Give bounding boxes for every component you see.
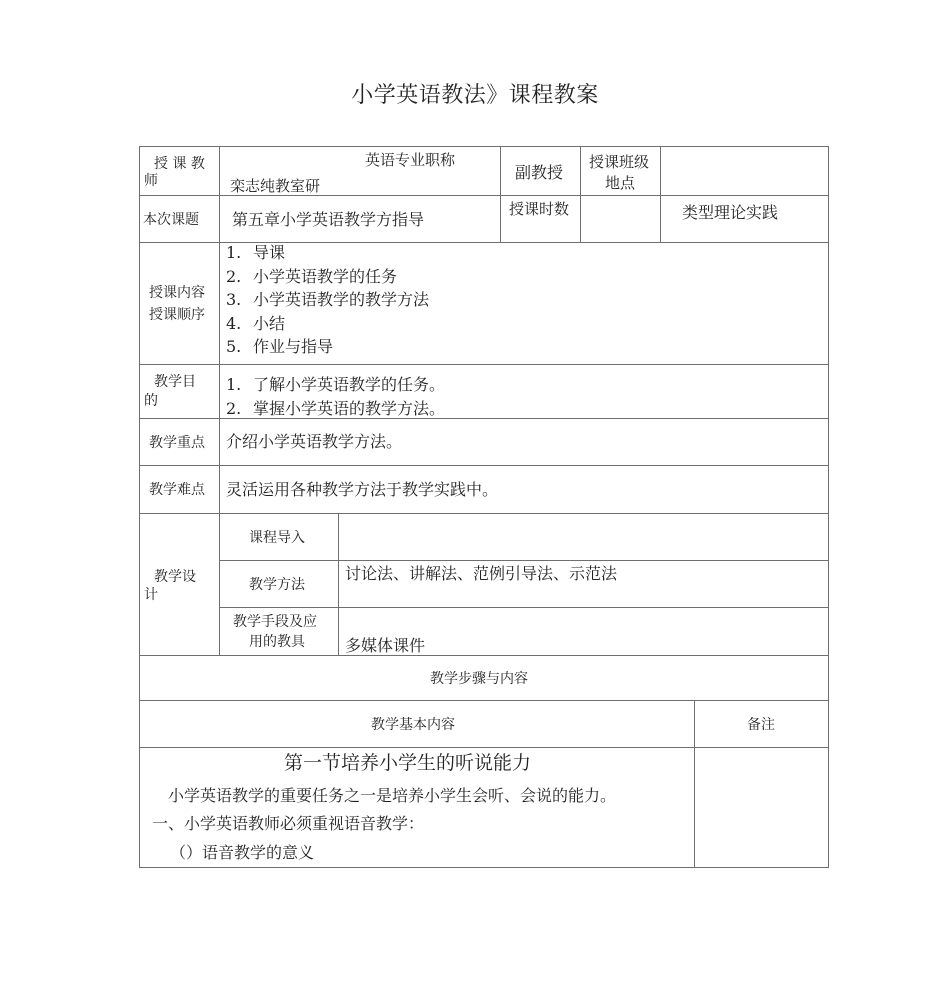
content-item [226, 241, 429, 265]
content-item-number: 1. [226, 243, 242, 262]
content-item [226, 288, 429, 312]
difficulty-cell [219, 465, 829, 514]
class-label-cell [580, 146, 661, 196]
rank-cell [500, 146, 581, 196]
goals-label-cell [139, 364, 220, 419]
content-item-number: 2. [226, 266, 242, 286]
document-title: 小学英语教法》课程教案 [351, 83, 599, 108]
hours-value-cell [580, 195, 661, 243]
basic-header-cell [139, 700, 695, 748]
intro-value-cell [338, 513, 829, 561]
goal-item-number: 2. [226, 398, 242, 418]
means-label: 教学手段及应 [233, 614, 317, 630]
content-label-cell [139, 242, 220, 365]
location-label: 地点 [605, 174, 636, 192]
lesson-label-cell [139, 195, 220, 243]
teacher-label-cell [139, 146, 220, 196]
body-point: 一、小学英语教师必须重视语音教学： [152, 814, 425, 833]
difficulty-label-cell [139, 465, 220, 514]
class-label: 授课班级 [589, 153, 650, 171]
intro-label: 课程导入 [249, 530, 305, 546]
design-label: 教学设 [154, 569, 196, 585]
intro-label-cell [219, 513, 339, 561]
key-point-label-cell [139, 418, 220, 466]
content-item-text: 小学英语教学的任务 [253, 266, 398, 286]
notes-cell [694, 747, 829, 868]
content-list [226, 241, 429, 359]
goals-list [226, 373, 445, 420]
rank-value: 副教授 [515, 163, 564, 182]
section-title: 第一节培养小学生的听说能力 [284, 752, 532, 774]
notes-header: 备注 [747, 717, 775, 733]
teacher-label: 授 课 教 [154, 156, 205, 172]
means-label-cell [219, 607, 339, 656]
means-value-cell [338, 607, 829, 656]
key-point-label: 教学重点 [149, 435, 205, 451]
content-item-text: 作业与指导 [253, 337, 334, 356]
content-item [226, 335, 429, 359]
body-paragraph: 小学英语教学的重要任务之一是培养小学生会听、会说的能力。 [168, 786, 617, 805]
goal-item-number: 1. [226, 375, 242, 394]
design-label-cont: 计 [144, 587, 158, 603]
content-item [226, 312, 429, 336]
content-item-number: 5. [226, 337, 242, 356]
lesson-topic-cell [219, 195, 501, 243]
goal-item [226, 373, 445, 397]
key-point-text: 介绍小学英语教学方法。 [226, 432, 403, 451]
teacher-info-cell [219, 146, 501, 196]
notes-header-cell [694, 700, 829, 748]
content-list-cell [219, 242, 829, 365]
content-item-text: 小学英语教学的教学方法 [253, 290, 430, 309]
content-item-text: 小结 [253, 313, 286, 333]
means-label-cont: 用的教具 [249, 634, 305, 650]
goal-item-text: 了解小学英语教学的任务。 [253, 375, 446, 394]
method-label: 教学方法 [249, 577, 305, 593]
teacher-label-cont: 师 [144, 173, 158, 189]
goals-label: 教学目 [154, 374, 196, 390]
content-item-number: 3. [226, 290, 242, 309]
goals-list-cell [219, 364, 829, 419]
method-value-cell [338, 560, 829, 608]
content-item-text: 导课 [253, 243, 286, 262]
hours-label-cell [500, 195, 581, 243]
lesson-type: 类型理论实践 [682, 203, 779, 222]
key-point-cell [219, 418, 829, 466]
difficulty-text: 灵活运用各种教学方法于教学实践中。 [226, 480, 499, 499]
means-text: 多媒体课件 [345, 636, 426, 655]
content-item [226, 265, 429, 289]
content-label: 授课内容 [149, 285, 205, 301]
steps-header-cell [139, 655, 829, 701]
title-label: 英语专业职称 [365, 151, 456, 169]
lesson-label: 本次课题 [143, 212, 199, 228]
body-cell [139, 747, 695, 868]
lesson-plan-table [139, 146, 829, 868]
design-label-cell [139, 513, 220, 656]
steps-header: 教学步骤与内容 [430, 671, 528, 687]
type-cell [660, 195, 829, 243]
class-value-cell [660, 146, 829, 196]
content-item-number: 4. [226, 313, 242, 333]
goal-item-text: 掌握小学英语的教学方法。 [253, 398, 446, 418]
basic-header: 教学基本内容 [371, 717, 455, 733]
teacher-name: 栾志纯教室研 [230, 177, 321, 195]
lesson-topic: 第五章小学英语教学方指导 [232, 210, 425, 229]
goals-label-cont: 的 [144, 393, 158, 409]
difficulty-label: 教学难点 [149, 482, 205, 498]
body-subpoint: （）语音教学的意义 [170, 843, 315, 862]
order-label: 授课顺序 [149, 307, 205, 323]
goal-item [226, 397, 445, 421]
method-label-cell [219, 560, 339, 608]
method-text: 讨论法、讲解法、范例引导法、示范法 [345, 564, 618, 583]
hours-label: 授课时数 [509, 200, 570, 218]
